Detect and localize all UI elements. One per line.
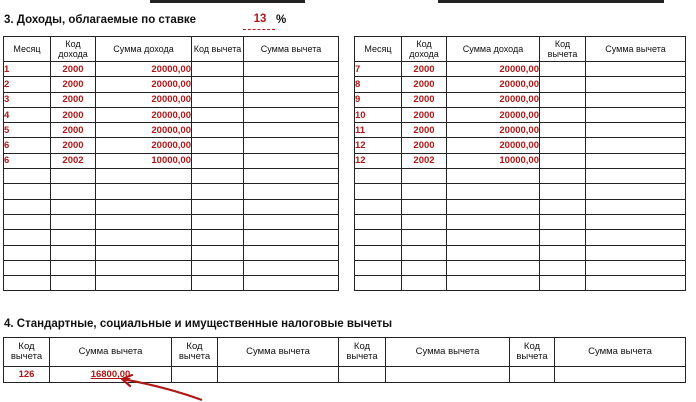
income-code-cell: 2000 [402,62,447,77]
table-row [4,260,339,275]
empty-cell [51,245,96,260]
month-cell: 6 [4,138,51,153]
empty-cell [96,260,192,275]
empty-cell [4,184,51,199]
percent-sign: % [276,14,287,26]
deduction-amount-cell [244,138,339,153]
deductions-table [3,337,686,383]
empty-cell [51,184,96,199]
income-amount-cell: 20000,00 [96,77,192,92]
table-row [4,107,339,122]
empty-cell [218,367,339,383]
header-income-amount: Сумма дохода [96,37,192,62]
empty-cell [192,230,244,245]
empty-cell [586,169,686,184]
table-row [4,214,339,229]
income-amount-cell: 20000,00 [96,123,192,138]
deduction-amount-cell [586,153,686,168]
empty-cell [192,276,244,291]
empty-cell [96,199,192,214]
deduction-amount-cell [586,123,686,138]
table-row [355,77,686,92]
income-code-cell: 2000 [51,92,96,107]
deduction-amount-cell [586,138,686,153]
empty-cell [192,199,244,214]
empty-cell [192,169,244,184]
empty-cell [244,199,339,214]
income-code-cell: 2000 [402,123,447,138]
deduction-code-cell [192,77,244,92]
income-amount-cell: 20000,00 [447,138,540,153]
empty-cell [355,260,402,275]
income-table-left [3,36,339,291]
deduction-code-cell [540,107,586,122]
income-amount-cell: 20000,00 [96,92,192,107]
header-income-code: Код дохода [402,37,447,62]
empty-cell [192,214,244,229]
top-rule-left [150,0,305,3]
empty-cell [244,169,339,184]
s4-header-amount-3: Сумма вычета [386,338,510,367]
table-row [355,138,686,153]
table-row [4,123,339,138]
deduction-amount-cell [244,107,339,122]
table-row [4,153,339,168]
empty-cell [244,276,339,291]
deduction-code-cell [540,138,586,153]
deduction-amount-cell [244,92,339,107]
empty-cell [339,367,386,383]
empty-cell [4,230,51,245]
deduction-code-cell [540,92,586,107]
top-rule-right [438,0,664,3]
table-row [355,62,686,77]
table-row [4,230,339,245]
table-row [355,214,686,229]
table-row [4,77,339,92]
deduction-amount-cell [244,62,339,77]
header-deduction-amount: Сумма вычета [586,37,686,62]
empty-cell [586,214,686,229]
empty-cell [4,276,51,291]
income-code-cell: 2002 [51,153,96,168]
income-code-cell: 2002 [402,153,447,168]
month-cell: 8 [355,77,402,92]
deduction-code-cell [192,107,244,122]
empty-cell [540,169,586,184]
table-row [355,245,686,260]
empty-cell [447,169,540,184]
table-row [4,367,686,383]
header-deduction-code: Код вычета [540,37,586,62]
income-amount-cell: 20000,00 [96,138,192,153]
empty-cell [51,276,96,291]
section3-title: 3. Доходы, облагаемые по ставке [4,14,197,26]
table-row [4,245,339,260]
deduction-code-cell: 126 [4,367,50,383]
income-amount-cell: 20000,00 [447,123,540,138]
table-row [355,169,686,184]
deduction-code-cell [540,153,586,168]
empty-cell [402,214,447,229]
deduction-code-cell [540,123,586,138]
deduction-amount-cell [244,77,339,92]
empty-cell [96,245,192,260]
month-cell: 6 [4,153,51,168]
empty-cell [447,184,540,199]
deduction-code-cell [192,138,244,153]
month-cell: 1 [4,62,51,77]
empty-cell [510,367,555,383]
empty-cell [244,245,339,260]
income-code-cell: 2000 [51,62,96,77]
income-code-cell: 2000 [402,77,447,92]
income-code-cell: 2000 [402,92,447,107]
empty-cell [355,169,402,184]
income-table-right [354,36,686,291]
empty-cell [51,230,96,245]
empty-cell [447,214,540,229]
empty-cell [402,199,447,214]
red-arrow-icon [110,374,210,402]
empty-cell [355,276,402,291]
income-code-cell: 2000 [51,77,96,92]
table-row [355,276,686,291]
empty-cell [96,214,192,229]
empty-cell [192,260,244,275]
empty-cell [355,245,402,260]
s4-header-amount-1: Сумма вычета [50,338,172,367]
empty-cell [96,184,192,199]
month-cell: 2 [4,77,51,92]
rate-underline [243,29,275,30]
table-row [4,92,339,107]
deduction-amount-cell [244,123,339,138]
header-month: Месяц [355,37,402,62]
empty-cell [386,367,510,383]
empty-cell [244,184,339,199]
empty-cell [540,184,586,199]
table-row [355,107,686,122]
income-amount-cell: 10000,00 [96,153,192,168]
income-code-cell: 2000 [51,123,96,138]
empty-cell [540,230,586,245]
empty-cell [402,184,447,199]
table-row [4,199,339,214]
income-code-cell: 2000 [51,107,96,122]
empty-cell [355,214,402,229]
month-cell: 3 [4,92,51,107]
header-deduction-amount: Сумма вычета [244,37,339,62]
month-cell: 12 [355,138,402,153]
table-row [4,184,339,199]
income-amount-cell: 20000,00 [447,92,540,107]
s4-header-code-2: Код вычета [172,338,218,367]
table-row [355,230,686,245]
month-cell: 4 [4,107,51,122]
income-amount-cell: 20000,00 [96,62,192,77]
header-income-code: Код дохода [51,37,96,62]
income-code-cell: 2000 [402,138,447,153]
income-amount-cell: 20000,00 [447,77,540,92]
deduction-code-cell [192,92,244,107]
income-amount-cell: 20000,00 [447,62,540,77]
empty-cell [447,245,540,260]
empty-cell [96,230,192,245]
empty-cell [586,260,686,275]
table-row [355,123,686,138]
deduction-amount-cell [586,77,686,92]
month-cell: 12 [355,153,402,168]
empty-cell [402,230,447,245]
month-cell: 9 [355,92,402,107]
income-amount-cell: 20000,00 [96,107,192,122]
empty-cell [402,169,447,184]
empty-cell [4,169,51,184]
income-amount-cell: 20000,00 [447,107,540,122]
deduction-code-cell [540,62,586,77]
empty-cell [447,199,540,214]
empty-cell [402,260,447,275]
s4-header-code-3: Код вычета [339,338,386,367]
tax-rate-value: 13 [253,13,267,25]
header-income-amount: Сумма дохода [447,37,540,62]
deduction-code-cell [192,62,244,77]
income-code-cell: 2000 [51,138,96,153]
empty-cell [96,276,192,291]
empty-cell [402,245,447,260]
month-cell: 11 [355,123,402,138]
empty-cell [586,230,686,245]
table-row [355,92,686,107]
empty-cell [192,245,244,260]
month-cell: 5 [4,123,51,138]
header-deduction-code: Код вычета [192,37,244,62]
empty-cell [244,230,339,245]
table-row [4,276,339,291]
income-code-cell: 2000 [402,107,447,122]
empty-cell [540,260,586,275]
deduction-code-cell [192,123,244,138]
header-month: Месяц [4,37,51,62]
empty-cell [355,184,402,199]
deduction-amount-cell [586,107,686,122]
empty-cell [586,245,686,260]
empty-cell [447,260,540,275]
empty-cell [586,199,686,214]
table-row [4,62,339,77]
table-row [355,199,686,214]
deduction-amount-cell [586,62,686,77]
empty-cell [447,276,540,291]
table-row [355,260,686,275]
empty-cell [447,230,540,245]
empty-cell [355,230,402,245]
empty-cell [244,214,339,229]
s4-header-code-4: Код вычета [510,338,555,367]
s4-header-code-1: Код вычета [4,338,50,367]
deduction-code-cell [192,153,244,168]
empty-cell [51,169,96,184]
empty-cell [540,245,586,260]
empty-cell [96,169,192,184]
s4-header-amount-2: Сумма вычета [218,338,339,367]
empty-cell [192,184,244,199]
empty-cell [555,367,686,383]
deduction-code-cell [540,77,586,92]
table-row [355,153,686,168]
empty-cell [4,214,51,229]
deduction-amount-cell [244,153,339,168]
empty-cell [586,276,686,291]
empty-cell [51,199,96,214]
empty-cell [4,260,51,275]
table-row [4,138,339,153]
s4-header-amount-4: Сумма вычета [555,338,686,367]
table-row [4,169,339,184]
deduction-amount-cell [586,92,686,107]
month-cell: 7 [355,62,402,77]
empty-cell [540,199,586,214]
empty-cell [51,260,96,275]
empty-cell [586,184,686,199]
empty-cell [402,276,447,291]
empty-cell [51,214,96,229]
empty-cell [4,199,51,214]
deduction-amount-cell: 16800,00 [50,367,172,383]
empty-cell [355,199,402,214]
empty-cell [540,276,586,291]
section4-title: 4. Стандартные, социальные и имущественные налоговые вычеты [4,318,393,330]
table-row [355,184,686,199]
empty-cell [4,245,51,260]
income-amount-cell: 10000,00 [447,153,540,168]
empty-cell [540,214,586,229]
empty-cell [244,260,339,275]
month-cell: 10 [355,107,402,122]
